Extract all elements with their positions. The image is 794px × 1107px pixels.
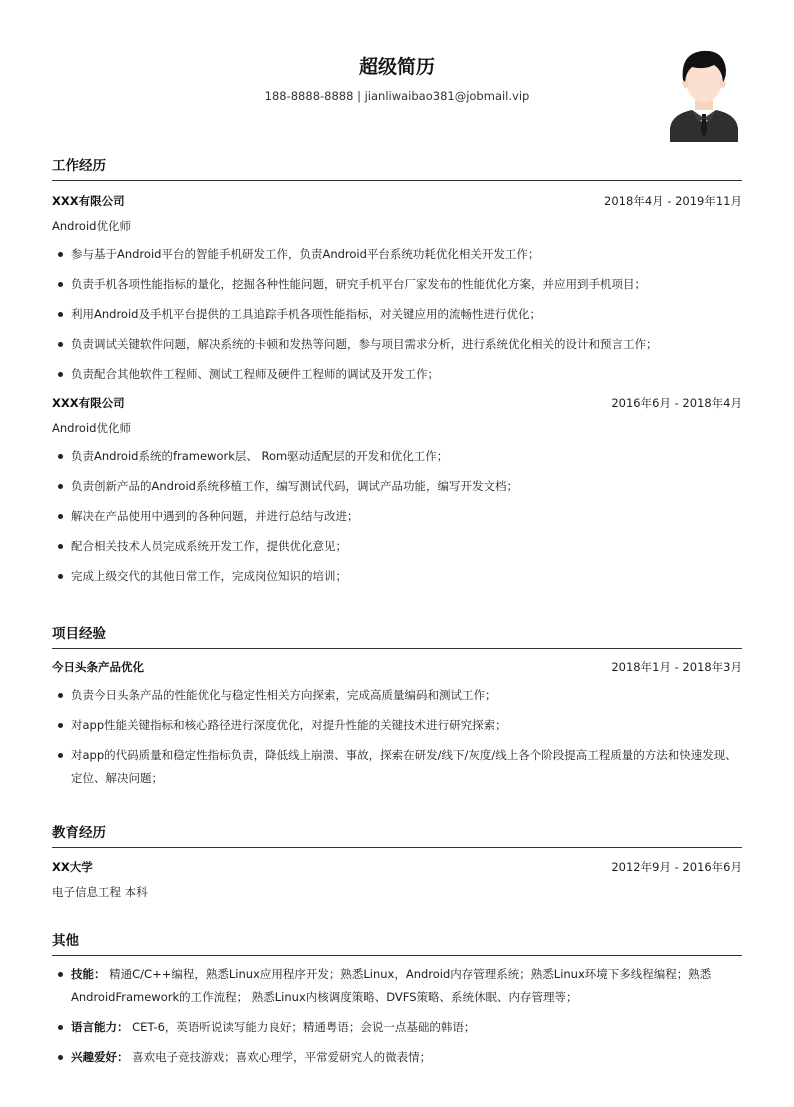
work-entry — [52, 191, 742, 386]
languages-label: 语言能力： — [71, 1020, 129, 1034]
avatar-portrait-icon — [668, 48, 740, 142]
education-section — [52, 823, 742, 902]
entry-date: 2012年9月 - 2016年6月 — [611, 860, 742, 874]
education-section-title: 教育经历 — [52, 823, 742, 848]
entry-date: 2018年4月 - 2019年11月 — [604, 194, 742, 208]
list-item: 负责今日头条产品的性能优化与稳定性相关方向探索，完成高质量编码和测试工作； — [52, 684, 742, 707]
work-section-title: 工作经历 — [52, 156, 742, 181]
job-role: Android优化师 — [52, 219, 131, 233]
other-section-title: 其他 — [52, 931, 742, 956]
project-entry — [52, 657, 742, 790]
other-list — [52, 963, 742, 1069]
hobbies-text: 喜欢电子竞技游戏；喜欢心理学，平常爱研究人的微表情； — [128, 1050, 432, 1064]
work-section — [52, 156, 742, 588]
contact-info: 188-8888-8888 | jianliwaibao381@jobmail.vip — [264, 89, 530, 103]
project-bullets — [52, 684, 742, 790]
list-item: 对app性能关键指标和核心路径进行深度优化，对提升性能的关键技术进行研究探索； — [52, 714, 742, 737]
list-item-hobbies — [52, 1046, 742, 1069]
list-item: 负责配合其他软件工程师、测试工程师及硬件工程师的调试及开发工作； — [52, 363, 742, 386]
entry-date: 2018年1月 - 2018年3月 — [611, 660, 742, 674]
company-name: XXX有限公司 — [52, 194, 125, 208]
languages-text: CET-6，英语听说读写能力良好；精通粤语；会说一点基础的韩语； — [128, 1020, 476, 1034]
list-item: 解决在产品使用中遇到的各种问题，并进行总结与改进； — [52, 505, 742, 528]
list-item: 对app的代码质量和稳定性指标负责，降低线上崩溃、事故，探索在研发/线下/灰度/线上各个阶段提高工程质量的方法和快速发现、定位、解决问题； — [52, 744, 742, 790]
project-name: 今日头条产品优化 — [52, 660, 144, 674]
list-item: 利用Android及手机平台提供的工具追踪手机各项性能指标，对关键应用的流畅性进行优化； — [52, 303, 742, 326]
list-item: 负责创新产品的Android系统移植工作，编写测试代码，调试产品功能，编写开发文档； — [52, 475, 742, 498]
company-name: XXX有限公司 — [52, 396, 125, 410]
skills-text: 精通C/C++编程，熟悉Linux应用程序开发；熟悉Linux，Android内存管理系统；熟悉Linux环境下多线程编程；熟悉AndroidFramework的工作流程； 熟悉Linux内核调度策略、DVFS策略、系统休眠、内存管理等； — [71, 967, 712, 1004]
list-item: 负责调试关键软件问题，解决系统的卡顿和发热等问题，参与项目需求分析，进行系统优化相关的设计和预言工作； — [52, 333, 742, 356]
avatar — [668, 48, 740, 142]
list-item: 负责Android系统的framework层、 Rom驱动适配层的开发和优化工作； — [52, 445, 742, 468]
list-item: 配合相关技术人员完成系统开发工作，提供优化意见； — [52, 535, 742, 558]
major-degree: 电子信息工程 本科 — [52, 885, 148, 899]
projects-section-title: 项目经验 — [52, 624, 742, 649]
school-name: XX大学 — [52, 860, 93, 874]
work-entry — [52, 393, 742, 588]
projects-section — [52, 624, 742, 790]
work-bullets — [52, 445, 742, 588]
list-item: 参与基于Android平台的智能手机研发工作，负责Android平台系统功耗优化相关开发工作； — [52, 243, 742, 266]
resume-name: 超级简历 — [358, 56, 435, 78]
other-section — [52, 931, 742, 1069]
entry-date: 2016年6月 - 2018年4月 — [611, 396, 742, 410]
work-bullets — [52, 243, 742, 386]
list-item: 完成上级交代的其他日常工作，完成岗位知识的培训； — [52, 565, 742, 588]
job-role: Android优化师 — [52, 421, 131, 435]
hobbies-label: 兴趣爱好： — [71, 1050, 129, 1064]
skills-label: 技能： — [71, 967, 106, 981]
list-item: 负责手机各项性能指标的量化，挖掘各种性能问题，研究手机平台厂家发布的性能优化方案，并应用到手机项目； — [52, 273, 742, 296]
list-item-skills — [52, 963, 742, 1009]
list-item-languages — [52, 1016, 742, 1039]
